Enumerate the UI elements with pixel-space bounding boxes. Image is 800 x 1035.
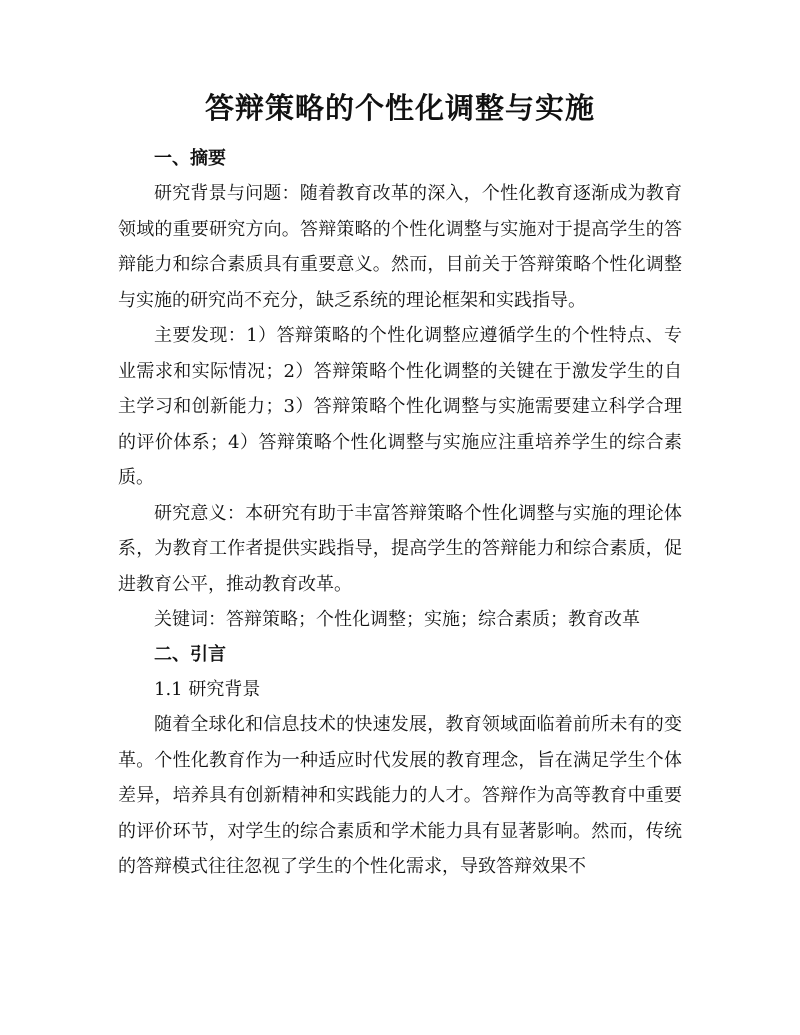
abstract-findings-paragraph: 主要发现：1）答辩策略的个性化调整应遵循学生的个性特点、专业需求和实际情况；2）答辩策略个性化调整的关键在于激发学生的自主学习和创新能力；3）答辩策略个性化调整与实施需要建立科学合理的评价体系；4）答辩策略个性化调整与实施应注重培养学生的综合素质。 <box>118 325 682 488</box>
abstract-background-paragraph: 研究背景与问题：随着教育改革的深入，个性化教育逐渐成为教育领域的重要研究方向。答辩策略的个性化调整与实施对于提高学生的答辩能力和综合素质具有重要意义。然而，目前关于答辩策略个性化调整与实施的研究尚不充分，缺乏系统的理论框架和实践指导。 <box>118 183 682 311</box>
document-title: 答辩策略的个性化调整与实施 <box>204 91 595 125</box>
abstract-heading: 一、摘要 <box>154 148 226 169</box>
keywords-line: 关键词：答辩策略；个性化调整；实施；综合素质；教育改革 <box>154 609 640 630</box>
introduction-background-paragraph: 随着全球化和信息技术的快速发展，教育领域面临着前所未有的变革。个性化教育作为一种适应时代发展的教育理念，旨在满足学生个体差异，培养具有创新精神和实践能力的人才。答辩作为高等教育中重要的评价环节，对学生的综合素质和学术能力具有显著影响。然而，传统的答辩模式往往忽视了学生的个性化需求，导致答辩效果不 <box>118 714 682 877</box>
introduction-heading: 二、引言 <box>154 643 226 665</box>
subsection-1-1-heading: 1.1 研究背景 <box>154 678 261 700</box>
abstract-significance-paragraph: 研究意义：本研究有助于丰富答辩策略个性化调整与实施的理论体系，为教育工作者提供实践指导，提高学生的答辩能力和综合素质，促进教育公平，推动教育改革。 <box>118 502 682 595</box>
